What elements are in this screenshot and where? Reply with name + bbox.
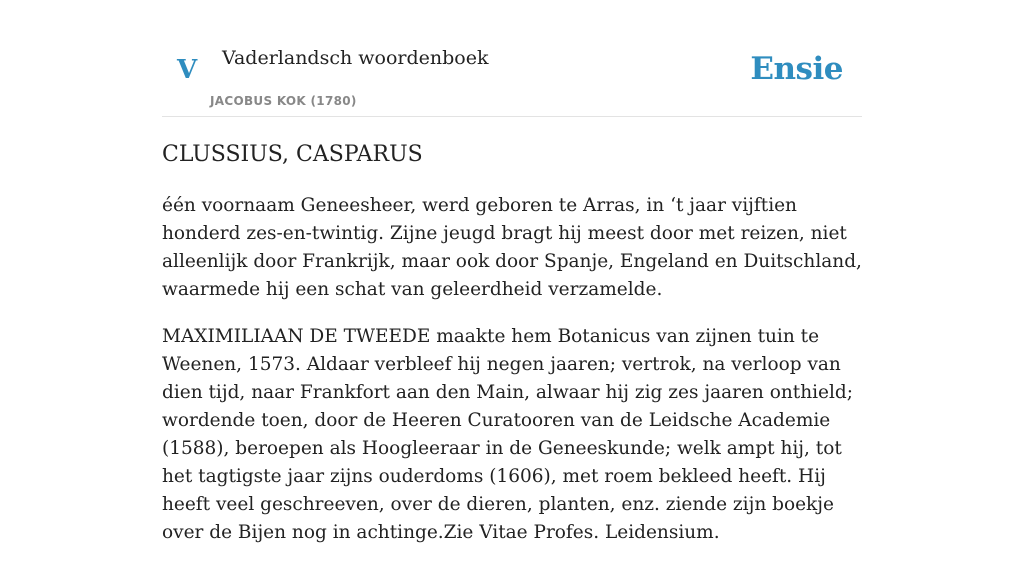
entry-body [162,192,866,566]
book-title[interactable]: Vaderlandsch woordenboek [222,47,489,69]
book-author: JACOBUS KOK (1780) [210,94,357,108]
ensie-logo[interactable]: Ensie [750,51,843,87]
entry-paragraph: MAXIMILIAAN DE TWEEDE maakte hem Botanicus van zijnen tuin te Weenen, 1573. Aldaar verbleef hij negen jaaren; vertrok, na verloop van dien tijd, naar Frankfort aan den Main, alwaar hij zig zes jaaren onthield; wordende toen, door de Heeren Curatooren van de Leidsche Academie (1588), beroepen als Hoogleeraar in de Geneeskunde; welk ampt hij, tot het tagtigste jaar zijns ouderdoms (1606), met roem bekleed heeft. Hij heeft veel geschreeven, over de dieren, planten, enz. ziende zijn boekje over de Bijen nog in achtinge.Zie Vitae Profes. Leidensium. [162,326,853,543]
entry-paragraph: één voornaam Geneesheer, werd geboren te Arras, in ‘t jaar vijftien honderd zes-en-twintig. Zijne jeugd bragt hij meest door met reizen, niet alleenlijk door Frankrijk, maar ook door Spanje, Engeland en Duitschland, waarmede hij een schat van geleerdheid verzamelde. [162,195,862,300]
book-header [162,0,862,117]
book-letter-badge[interactable]: V [177,55,198,85]
entry-title: CLUSSIUS, CASPARUS [162,142,423,167]
